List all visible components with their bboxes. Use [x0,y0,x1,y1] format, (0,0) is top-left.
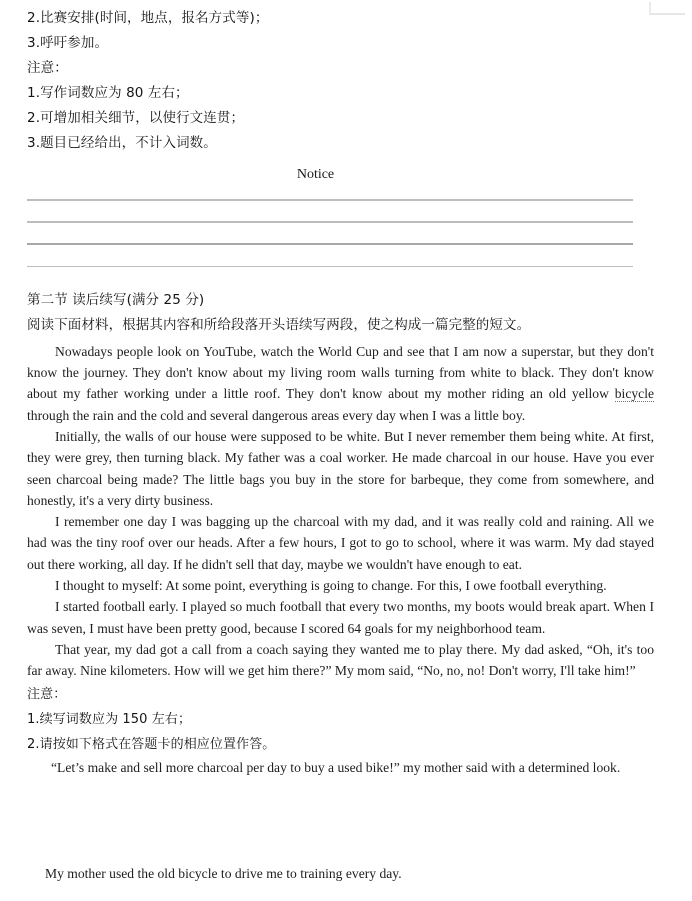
instruction-item-3: 3.呼吁参加。 [27,35,109,51]
section-two-heading: 第二节 读后续写(满分 25 分) [27,291,205,308]
answer-line [27,221,633,223]
page-content [27,6,654,884]
passage-paragraph: Initially, the walls of our house were supposed to be white. But I never remember them being white. At first, they were grey, then turning black. My father was a coal worker. He made charcoal in our house. Have you ever seen charcoal being made? The little bags you buy in the store for barbeque, they come from somewhere, and honestly, it's a very dirty business. [27,428,654,508]
answer-line [27,266,633,268]
note-2-item-2: 2.请按如下格式在答题卡的相应位置作答。 [27,736,276,752]
passage-text-part-a: Nowadays people look on YouTube, watch the World Cup and see that I am now a superstar, but they don't know the journey. They don't know about my living room walls turning from white to black. They don't know about my father working under a little roof. They don't know about my mother riding an old yellow [27,343,654,402]
notice-heading: Notice [296,167,335,182]
answer-line [27,243,633,245]
instruction-item-2: 2.比赛安排(时间，地点，报名方式等)； [27,10,269,26]
passage-paragraph: That year, my dad got a call from a coach saying they wanted me to play there. My dad asked, “Oh, it's too far away. Nine kilometers. How will we get him there?” My mom said, “No, no, no! Don't worry, I'll take him!” [27,641,654,679]
note-1-item-1: 1.写作词数应为 80 左右； [27,85,189,101]
continuation-write-space-1 [27,778,654,863]
continuation-starter-1: “Let’s make and sell more charcoal per day to buy a used bike!” my mother said with a determined look. [51,759,621,775]
answer-lines-group [27,199,654,267]
note-2-item-1: 1.续写词数应为 150 左右； [27,711,192,727]
answer-line [27,199,633,201]
notes-label-1: 注意： [27,60,68,76]
notes-label-2: 注意： [27,686,67,702]
note-1-item-3: 3.题目已经给出，不计入词数。 [27,135,217,151]
spellcheck-word: bicycle [614,386,654,402]
passage-text-part-b: through the rain and the cold and several dangerous areas every day when I was a little boy. [27,407,526,423]
passage-paragraph: I remember one day I was bagging up the charcoal with my dad, and it was really cold and raining. All we had was the tiny roof over our heads. After a few hours, I got to go to school, where it was warm. My dad stayed out there working, all day. If he didn't sell that day, maybe we wouldn't have enough to eat. [27,514,654,572]
page-corner-mark-icon [649,2,685,15]
passage-paragraph [27,341,654,426]
passage-paragraph: I thought to myself: At some point, everything is going to change. For this, I owe football everything. [55,578,607,594]
section-two-instruction: 阅读下面材料，根据其内容和所给段落开头语续写两段，使之构成一篇完整的短文。 [27,316,531,333]
continuation-starter-2: My mother used the old bicycle to drive me to training every day. [45,865,402,881]
note-1-item-2: 2.可增加相关细节，以使行文连贯； [27,110,245,126]
passage-paragraph: I started football early. I played so much football that every two months, my boots would break apart. When I was seven, I must have been pretty good, because I scored 64 goals for my neighborhood team. [27,599,654,636]
